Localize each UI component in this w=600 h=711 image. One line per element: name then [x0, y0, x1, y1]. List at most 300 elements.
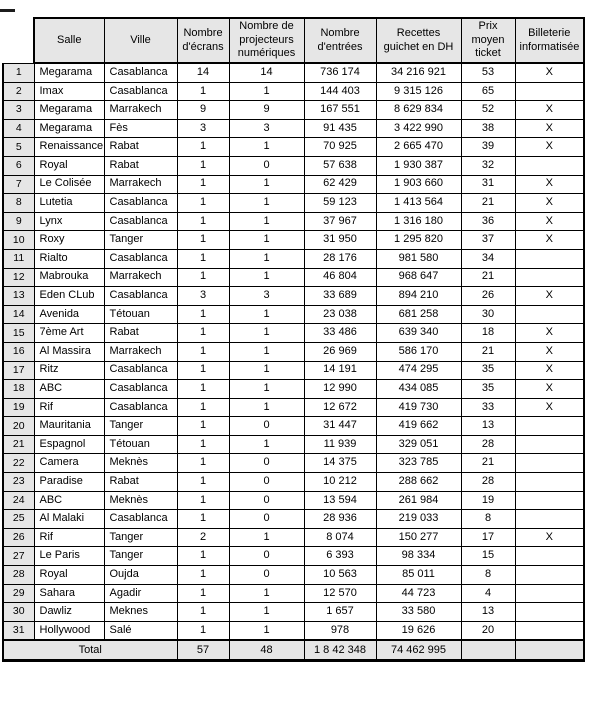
table-row: [3, 63, 584, 82]
total-screens: 57: [177, 640, 229, 661]
cell-entrees: 1 657: [304, 603, 376, 622]
cell-prix-moyen: 15: [461, 547, 515, 566]
cell-ville: Casablanca: [104, 510, 177, 529]
cell-recettes: 323 785: [376, 454, 461, 473]
cell-recettes: 98 334: [376, 547, 461, 566]
cell-projecteurs: 1: [229, 435, 304, 454]
cell-ville: Marrakech: [104, 175, 177, 194]
cell-recettes: 1 930 387: [376, 156, 461, 175]
cell-entrees: 33 689: [304, 287, 376, 306]
table-row: [3, 101, 584, 120]
cell-salle: Mabrouka: [34, 268, 104, 287]
cell-billeterie: [515, 510, 584, 529]
row-number: 21: [3, 435, 34, 454]
cell-recettes: 474 295: [376, 361, 461, 380]
cell-billeterie: X: [515, 212, 584, 231]
cell-salle: Al Malaki: [34, 510, 104, 529]
cell-projecteurs: 1: [229, 361, 304, 380]
row-number: 1: [3, 63, 34, 82]
cell-ecrans: 1: [177, 305, 229, 324]
cell-ville: Meknès: [104, 454, 177, 473]
table-row: [3, 324, 584, 343]
cell-projecteurs: 1: [229, 249, 304, 268]
cell-salle: Le Paris: [34, 547, 104, 566]
total-computerized: [515, 640, 584, 661]
table-row: [3, 510, 584, 529]
row-number: 9: [3, 212, 34, 231]
cell-salle: Mauritania: [34, 417, 104, 436]
cell-salle: Renaissance: [34, 138, 104, 157]
cell-billeterie: [515, 435, 584, 454]
cell-projecteurs: 1: [229, 268, 304, 287]
cell-salle: Royal: [34, 566, 104, 585]
cell-ecrans: 1: [177, 584, 229, 603]
cell-ville: Meknes: [104, 603, 177, 622]
cell-recettes: 1 413 564: [376, 194, 461, 213]
cell-billeterie: X: [515, 175, 584, 194]
cell-prix-moyen: 33: [461, 398, 515, 417]
cell-salle: Megarama: [34, 63, 104, 82]
total-avg-price: [461, 640, 515, 661]
cell-recettes: 419 730: [376, 398, 461, 417]
table-row: [3, 212, 584, 231]
cell-ville: Rabat: [104, 156, 177, 175]
cell-recettes: 434 085: [376, 380, 461, 399]
cell-ville: Salé: [104, 621, 177, 640]
cell-salle: Ritz: [34, 361, 104, 380]
cell-billeterie: X: [515, 380, 584, 399]
row-number: 24: [3, 491, 34, 510]
cell-prix-moyen: 31: [461, 175, 515, 194]
table-row: [3, 584, 584, 603]
table-row: [3, 305, 584, 324]
cell-billeterie: X: [515, 324, 584, 343]
row-number: 18: [3, 380, 34, 399]
cell-billeterie: [515, 249, 584, 268]
cell-ville: Meknès: [104, 491, 177, 510]
cell-prix-moyen: 30: [461, 305, 515, 324]
table-row: [3, 603, 584, 622]
cell-projecteurs: 1: [229, 621, 304, 640]
cell-projecteurs: 1: [229, 528, 304, 547]
row-number: 13: [3, 287, 34, 306]
cell-prix-moyen: 8: [461, 566, 515, 585]
cell-entrees: 31 447: [304, 417, 376, 436]
cell-billeterie: [515, 584, 584, 603]
cell-salle: Dawliz: [34, 603, 104, 622]
row-number: 10: [3, 231, 34, 250]
cell-prix-moyen: 35: [461, 380, 515, 399]
cell-ville: Casablanca: [104, 194, 177, 213]
cell-prix-moyen: 21: [461, 454, 515, 473]
cell-billeterie: X: [515, 361, 584, 380]
table-row: [3, 156, 584, 175]
cell-ville: Tanger: [104, 528, 177, 547]
cell-ecrans: 1: [177, 175, 229, 194]
cell-projecteurs: 0: [229, 473, 304, 492]
cell-ecrans: 1: [177, 621, 229, 640]
row-number: 20: [3, 417, 34, 436]
cell-recettes: 219 033: [376, 510, 461, 529]
cell-prix-moyen: 8: [461, 510, 515, 529]
cell-entrees: 23 038: [304, 305, 376, 324]
row-number: 23: [3, 473, 34, 492]
cell-ecrans: 1: [177, 342, 229, 361]
cell-salle: Megarama: [34, 119, 104, 138]
column-header-billeterie: Billeterie informatisée: [515, 18, 584, 63]
cell-ecrans: 1: [177, 82, 229, 101]
cell-billeterie: X: [515, 101, 584, 120]
cell-salle: Camera: [34, 454, 104, 473]
cell-ville: Casablanca: [104, 398, 177, 417]
column-header-prix-moyen: Prix moyen ticket: [461, 18, 515, 63]
cell-ecrans: 1: [177, 212, 229, 231]
row-number: 29: [3, 584, 34, 603]
cell-prix-moyen: 19: [461, 491, 515, 510]
cell-projecteurs: 14: [229, 63, 304, 82]
cell-ecrans: 1: [177, 268, 229, 287]
column-header-ville: Ville: [104, 18, 177, 63]
cell-billeterie: [515, 156, 584, 175]
cell-prix-moyen: 34: [461, 249, 515, 268]
cell-ville: Oujda: [104, 566, 177, 585]
cell-entrees: 14 191: [304, 361, 376, 380]
table-row: [3, 82, 584, 101]
cell-entrees: 10 563: [304, 566, 376, 585]
row-number: 27: [3, 547, 34, 566]
cinema-table: [2, 17, 585, 662]
table-row: [3, 342, 584, 361]
cell-projecteurs: 0: [229, 510, 304, 529]
row-number: 17: [3, 361, 34, 380]
cell-projecteurs: 1: [229, 194, 304, 213]
table-row: [3, 566, 584, 585]
row-number: 3: [3, 101, 34, 120]
cell-entrees: 70 925: [304, 138, 376, 157]
total-projectors: 48: [229, 640, 304, 661]
cell-salle: Al Massira: [34, 342, 104, 361]
cell-projecteurs: 1: [229, 138, 304, 157]
cell-salle: ABC: [34, 380, 104, 399]
scan-artifact: [0, 9, 15, 12]
cell-ecrans: 1: [177, 380, 229, 399]
cell-ville: Fès: [104, 119, 177, 138]
cell-prix-moyen: 21: [461, 342, 515, 361]
table-row: [3, 547, 584, 566]
cell-entrees: 62 429: [304, 175, 376, 194]
cell-entrees: 28 176: [304, 249, 376, 268]
cell-billeterie: X: [515, 194, 584, 213]
cell-projecteurs: 1: [229, 212, 304, 231]
table-row: [3, 175, 584, 194]
cell-ville: Tanger: [104, 231, 177, 250]
cell-recettes: 1 903 660: [376, 175, 461, 194]
cell-recettes: 44 723: [376, 584, 461, 603]
cell-ecrans: 1: [177, 398, 229, 417]
cell-ville: Casablanca: [104, 63, 177, 82]
cell-billeterie: [515, 603, 584, 622]
cell-ville: Casablanca: [104, 82, 177, 101]
cell-prix-moyen: 4: [461, 584, 515, 603]
cell-salle: Avenida: [34, 305, 104, 324]
cell-entrees: 6 393: [304, 547, 376, 566]
cell-entrees: 59 123: [304, 194, 376, 213]
cell-prix-moyen: 32: [461, 156, 515, 175]
row-number: 5: [3, 138, 34, 157]
cell-ville: Tétouan: [104, 435, 177, 454]
table-row: [3, 398, 584, 417]
cell-prix-moyen: 21: [461, 194, 515, 213]
cell-prix-moyen: 52: [461, 101, 515, 120]
cell-entrees: 736 174: [304, 63, 376, 82]
cell-projecteurs: 1: [229, 380, 304, 399]
cell-recettes: 85 011: [376, 566, 461, 585]
cell-recettes: 329 051: [376, 435, 461, 454]
table-row: [3, 287, 584, 306]
cell-salle: Royal: [34, 156, 104, 175]
cell-salle: Hollywood: [34, 621, 104, 640]
cell-salle: Roxy: [34, 231, 104, 250]
cell-ecrans: 1: [177, 361, 229, 380]
cell-projecteurs: 1: [229, 82, 304, 101]
cell-ecrans: 1: [177, 491, 229, 510]
cell-projecteurs: 0: [229, 417, 304, 436]
cell-ecrans: 1: [177, 156, 229, 175]
cell-ecrans: 1: [177, 603, 229, 622]
cell-ecrans: 1: [177, 249, 229, 268]
cell-projecteurs: 3: [229, 119, 304, 138]
row-number: 12: [3, 268, 34, 287]
cell-billeterie: X: [515, 528, 584, 547]
table-row: [3, 454, 584, 473]
table-row: [3, 380, 584, 399]
cell-billeterie: [515, 82, 584, 101]
cell-ecrans: 1: [177, 473, 229, 492]
table-row: [3, 231, 584, 250]
cell-billeterie: X: [515, 138, 584, 157]
cell-billeterie: [515, 268, 584, 287]
table-row: [3, 268, 584, 287]
row-number: 19: [3, 398, 34, 417]
header-corner-spacer: [3, 18, 34, 63]
cell-entrees: 12 570: [304, 584, 376, 603]
table-row: [3, 435, 584, 454]
table-row: [3, 417, 584, 436]
cell-projecteurs: 1: [229, 305, 304, 324]
column-header-projecteurs: Nombre de projecteurs numériques: [229, 18, 304, 63]
cell-projecteurs: 0: [229, 491, 304, 510]
cell-entrees: 31 950: [304, 231, 376, 250]
cell-projecteurs: 9: [229, 101, 304, 120]
total-revenue: 74 462 995: [376, 640, 461, 661]
cell-recettes: 2 665 470: [376, 138, 461, 157]
row-number: 30: [3, 603, 34, 622]
row-number: 4: [3, 119, 34, 138]
table-row: [3, 473, 584, 492]
cell-recettes: 981 580: [376, 249, 461, 268]
cell-ecrans: 1: [177, 324, 229, 343]
cell-salle: Eden CLub: [34, 287, 104, 306]
cell-projecteurs: 3: [229, 287, 304, 306]
cell-prix-moyen: 39: [461, 138, 515, 157]
cell-billeterie: X: [515, 119, 584, 138]
cell-ecrans: 14: [177, 63, 229, 82]
row-number: 26: [3, 528, 34, 547]
cell-prix-moyen: 21: [461, 268, 515, 287]
cell-ecrans: 1: [177, 510, 229, 529]
cell-ecrans: 1: [177, 566, 229, 585]
row-number: 2: [3, 82, 34, 101]
total-row: [3, 640, 584, 661]
cell-entrees: 12 672: [304, 398, 376, 417]
cell-projecteurs: 0: [229, 547, 304, 566]
cell-ville: Tanger: [104, 547, 177, 566]
cell-billeterie: [515, 454, 584, 473]
cell-ville: Marrakech: [104, 101, 177, 120]
cell-prix-moyen: 28: [461, 473, 515, 492]
cell-entrees: 978: [304, 621, 376, 640]
column-header-ecrans: Nombre d'écrans: [177, 18, 229, 63]
cell-billeterie: X: [515, 398, 584, 417]
column-header-salle: Salle: [34, 18, 104, 63]
cell-entrees: 13 594: [304, 491, 376, 510]
cell-projecteurs: 0: [229, 156, 304, 175]
cell-entrees: 57 638: [304, 156, 376, 175]
table-row: [3, 119, 584, 138]
cell-ville: Casablanca: [104, 212, 177, 231]
cell-entrees: 46 804: [304, 268, 376, 287]
cell-entrees: 28 936: [304, 510, 376, 529]
cell-prix-moyen: 18: [461, 324, 515, 343]
cell-billeterie: X: [515, 287, 584, 306]
cell-ville: Rabat: [104, 473, 177, 492]
row-number: 8: [3, 194, 34, 213]
cell-ville: Tanger: [104, 417, 177, 436]
cell-billeterie: X: [515, 342, 584, 361]
row-number: 11: [3, 249, 34, 268]
cell-prix-moyen: 28: [461, 435, 515, 454]
cell-prix-moyen: 53: [461, 63, 515, 82]
cell-billeterie: [515, 547, 584, 566]
cell-prix-moyen: 65: [461, 82, 515, 101]
cell-salle: 7ème Art: [34, 324, 104, 343]
cell-ville: Rabat: [104, 138, 177, 157]
cell-ecrans: 2: [177, 528, 229, 547]
cell-ecrans: 1: [177, 231, 229, 250]
cell-recettes: 9 315 126: [376, 82, 461, 101]
cell-entrees: 167 551: [304, 101, 376, 120]
cell-billeterie: [515, 491, 584, 510]
cell-ecrans: 1: [177, 138, 229, 157]
cell-prix-moyen: 26: [461, 287, 515, 306]
row-number: 22: [3, 454, 34, 473]
cell-recettes: 894 210: [376, 287, 461, 306]
table-row: [3, 194, 584, 213]
cell-recettes: 261 984: [376, 491, 461, 510]
cell-projecteurs: 1: [229, 398, 304, 417]
cell-recettes: 288 662: [376, 473, 461, 492]
cell-salle: ABC: [34, 491, 104, 510]
header-row: [3, 18, 584, 63]
cell-ville: Casablanca: [104, 361, 177, 380]
cell-recettes: 1 316 180: [376, 212, 461, 231]
table-row: [3, 621, 584, 640]
cell-ville: Tétouan: [104, 305, 177, 324]
cell-projecteurs: 1: [229, 603, 304, 622]
row-number: 7: [3, 175, 34, 194]
total-entries: 1 8 42 348: [304, 640, 376, 661]
row-number: 16: [3, 342, 34, 361]
cell-prix-moyen: 36: [461, 212, 515, 231]
cell-entrees: 12 990: [304, 380, 376, 399]
table-header: [3, 18, 584, 63]
table-footer: [3, 640, 584, 661]
row-number: 31: [3, 621, 34, 640]
cell-ecrans: 1: [177, 194, 229, 213]
cell-prix-moyen: 35: [461, 361, 515, 380]
cell-prix-moyen: 38: [461, 119, 515, 138]
cell-prix-moyen: 13: [461, 603, 515, 622]
cell-billeterie: [515, 473, 584, 492]
cell-billeterie: [515, 621, 584, 640]
cell-salle: Megarama: [34, 101, 104, 120]
cell-entrees: 8 074: [304, 528, 376, 547]
cell-ecrans: 1: [177, 417, 229, 436]
cell-ecrans: 3: [177, 119, 229, 138]
cell-projecteurs: 0: [229, 454, 304, 473]
cell-ecrans: 9: [177, 101, 229, 120]
cell-prix-moyen: 13: [461, 417, 515, 436]
cell-projecteurs: 1: [229, 324, 304, 343]
row-number: 28: [3, 566, 34, 585]
cell-billeterie: [515, 305, 584, 324]
cell-salle: Paradise: [34, 473, 104, 492]
cell-projecteurs: 1: [229, 231, 304, 250]
row-number: 15: [3, 324, 34, 343]
cell-billeterie: [515, 566, 584, 585]
cell-entrees: 10 212: [304, 473, 376, 492]
row-number: 25: [3, 510, 34, 529]
cell-salle: Rif: [34, 528, 104, 547]
cell-entrees: 14 375: [304, 454, 376, 473]
cell-recettes: 33 580: [376, 603, 461, 622]
cell-salle: Sahara: [34, 584, 104, 603]
cell-entrees: 33 486: [304, 324, 376, 343]
cell-billeterie: X: [515, 231, 584, 250]
cell-ecrans: 1: [177, 435, 229, 454]
cell-salle: Rialto: [34, 249, 104, 268]
row-number: 6: [3, 156, 34, 175]
cell-recettes: 19 626: [376, 621, 461, 640]
total-label: Total: [3, 640, 177, 661]
cell-recettes: 681 258: [376, 305, 461, 324]
cell-entrees: 11 939: [304, 435, 376, 454]
cell-prix-moyen: 37: [461, 231, 515, 250]
table-row: [3, 528, 584, 547]
table-row: [3, 249, 584, 268]
cell-projecteurs: 1: [229, 342, 304, 361]
column-header-entrees: Nombre d'entrées: [304, 18, 376, 63]
cell-recettes: 639 340: [376, 324, 461, 343]
cell-billeterie: [515, 417, 584, 436]
cell-ville: Rabat: [104, 324, 177, 343]
cell-ville: Agadir: [104, 584, 177, 603]
table-body: [3, 63, 584, 640]
cell-salle: Le Colisée: [34, 175, 104, 194]
table-row: [3, 361, 584, 380]
cell-salle: Lynx: [34, 212, 104, 231]
cell-entrees: 91 435: [304, 119, 376, 138]
